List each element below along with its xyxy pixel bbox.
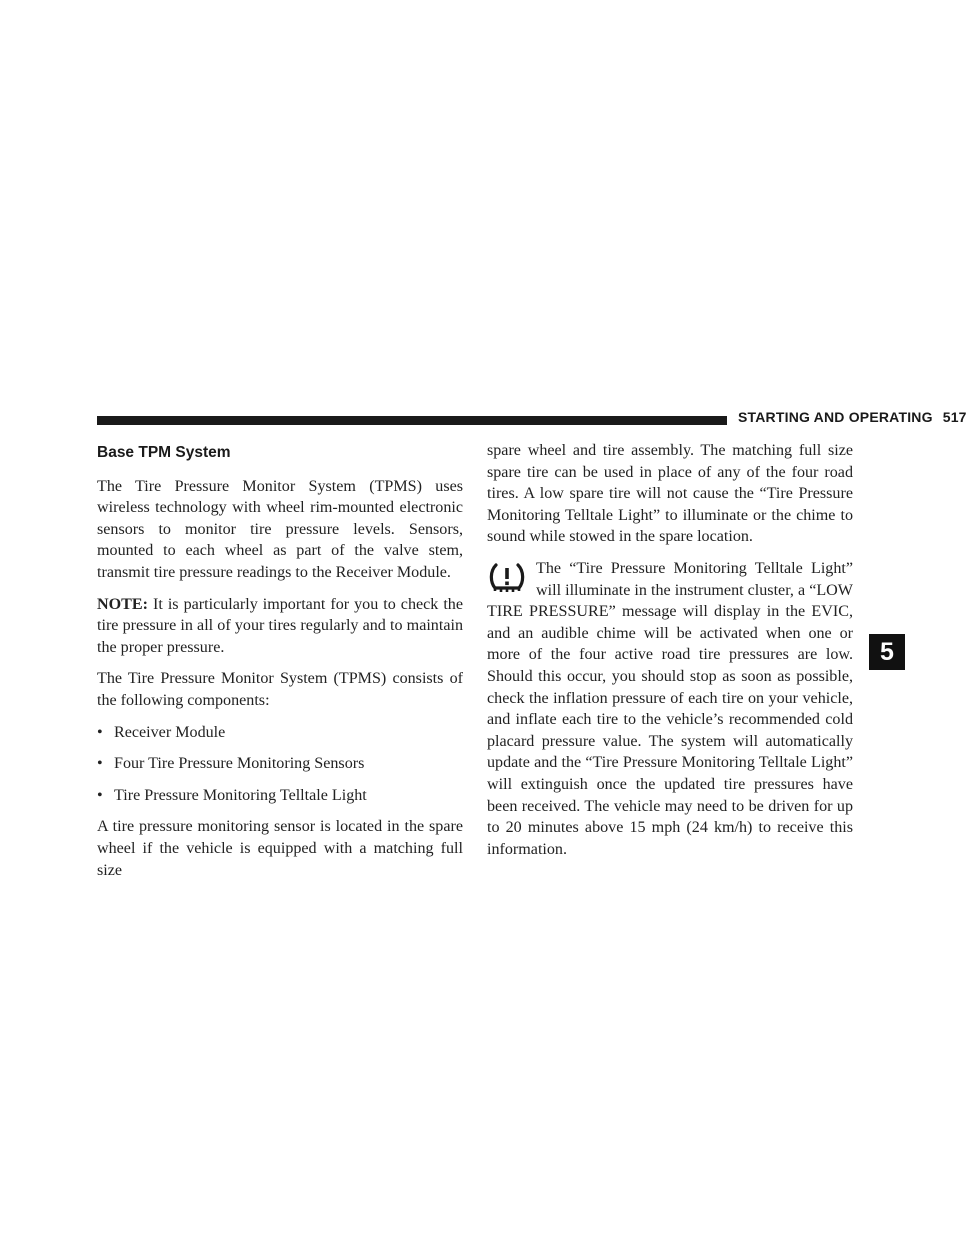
chapter-tab: 5 xyxy=(869,634,905,670)
telltale-paragraph xyxy=(487,558,853,860)
bullet: • xyxy=(97,755,103,773)
left-column xyxy=(97,440,463,891)
note-paragraph xyxy=(97,594,463,659)
section-heading: Base TPM System xyxy=(97,444,231,461)
running-header xyxy=(738,409,967,429)
telltale-text: The “Tire Pressure Monitoring Telltale Light” will illuminate in the instrument cluster, a “LOW TIRE PRESSURE” message will display in the EVIC, and an audible chime will be activated when one or more of the four active road tire pressures are low. Should this occur, you should stop as soon as possible, check the inflation pressure of each tire on your vehicle, and inflate each tire to the vehicle’s recommended cold placard pressure value. The system will automatically update and the “Tire Pressure Monitoring Telltale Light” will extinguish once the updated tire pressures have been received. The vehicle may need to be driven for up to 20 minutes above 15 mph (24 km/h) to receive this information. xyxy=(487,559,853,858)
bullet: • xyxy=(97,786,103,804)
list-item-text: Receiver Module xyxy=(114,723,226,741)
header-rule xyxy=(97,416,727,425)
right-column xyxy=(487,440,853,870)
bullet: • xyxy=(97,723,103,741)
header-section-title: STARTING AND OPERATING xyxy=(738,409,933,425)
tire-pressure-warning-icon xyxy=(487,562,527,596)
components-intro: The Tire Pressure Monitor System (TPMS) consists of the following components: xyxy=(97,670,463,709)
spare-sensor-paragraph: A tire pressure monitoring sensor is located in the spare wheel if the vehicle is equipped with a matching full size xyxy=(97,818,463,879)
intro-paragraph: The Tire Pressure Monitor System (TPMS) uses wireless technology with wheel rim-mounted electronic sensors to monitor tire pressure levels. Sensors, mounted to each wheel as part of the valve stem, transmit tire pressure readings to the Receiver Module. xyxy=(97,477,463,581)
components-list xyxy=(97,722,463,807)
list-item xyxy=(97,722,463,744)
list-item-text: Four Tire Pressure Monitoring Sensors xyxy=(114,755,365,773)
list-item xyxy=(97,785,463,807)
spare-tire-paragraph: spare wheel and tire assembly. The matching full size spare tire can be used in place of any of the four road tires. A low spare tire will not cause the “Tire Pressure Monitoring Telltale Light” to illuminate or the chime to sound while stowed in the spare location. xyxy=(487,442,853,546)
list-item xyxy=(97,753,463,775)
page-number: 517 xyxy=(942,409,967,425)
list-item-text: Tire Pressure Monitoring Telltale Light xyxy=(114,786,367,804)
note-text: It is particularly important for you to check the tire pressure in all of your tires regularly and to maintain the proper pressure. xyxy=(97,595,463,656)
note-label: NOTE: xyxy=(97,595,148,613)
